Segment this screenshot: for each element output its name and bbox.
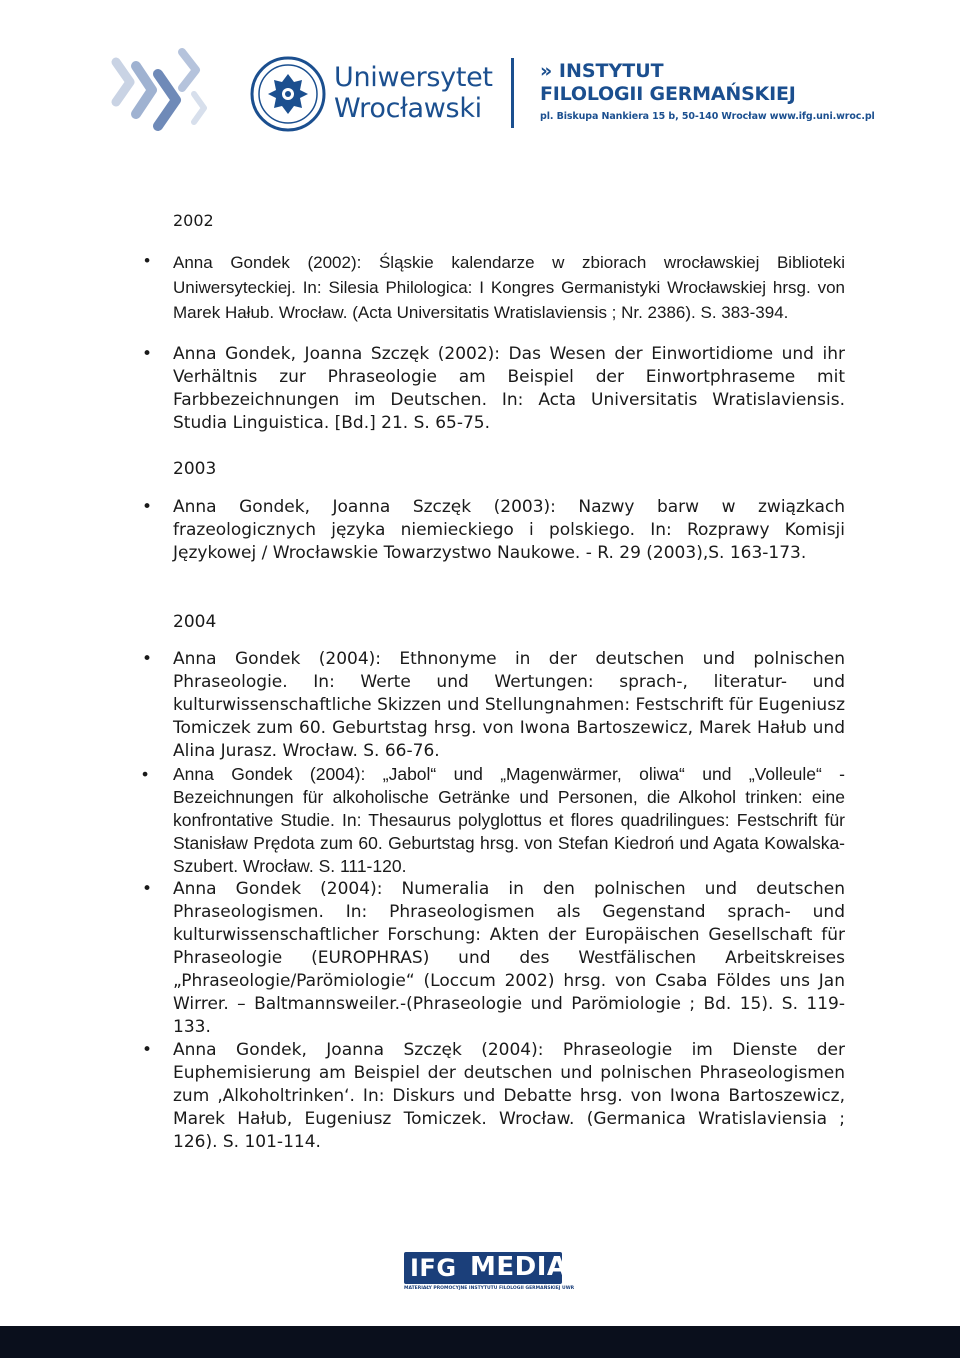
section-2003-list [142, 496, 845, 565]
bullet-icon: • [142, 253, 153, 272]
bibliography-entry: Anna Gondek (2004): Numeralia in den polnischen und deutschen Phraseologismen. In: Phraseologismen als Gegenstand sprach- und kulturwissenschaftlicher Forschung: Akten der Europäischen Gesellschaft für Phraseologie (EUROPHRAS) und des Westfälischen Arbeitskreises „Phraseologie/Parömiologie“ (Loccum 2002) hrsg. von Csaba Földes uns Jan Wirrer. – Baltmannsweiler.-(Phraseologie und Parömiologie ; Bd. 15). S. 119-133. [173, 879, 845, 1037]
university-name-line2: Wrocławski [334, 93, 482, 124]
institute-name-line1: » INSTYTUT [540, 60, 664, 82]
logo-media-text: MEDIA [470, 1252, 568, 1282]
list-item [142, 648, 845, 763]
university-name-line1: Uniwersytet [334, 62, 493, 93]
chevron-decoration-icon [104, 44, 214, 136]
ifg-media-box [404, 1252, 568, 1284]
list-item [142, 343, 845, 435]
bullet-icon: • [142, 879, 153, 899]
section-2004 [173, 611, 845, 634]
bullet-icon: • [142, 764, 149, 784]
section-2002-list-2 [142, 343, 845, 435]
bibliography-entry: Anna Gondek, Joanna Szczęk (2002): Das Wesen der Einwortidiome und ihr Verhältnis zur Phraseologie am Beispiel der Einwortphraseme mit Farbbezeichnungen im Deutschen. In: Acta Universitatis Wratislaviensis. Studia Linguistica. [Bd.] 21. S. 65-75. [173, 344, 845, 433]
page-bottom-bar [0, 1326, 960, 1358]
institute-address: pl. Biskupa Nankiera 15 b, 50-140 Wrocław www.ifg.uni.wroc.pl [540, 111, 875, 122]
header-divider [511, 58, 514, 128]
bullet-icon: • [142, 497, 153, 517]
section-2004-list [142, 648, 845, 1154]
bibliography-entry: Anna Gondek (2002): Śląskie kalendarze w zbiorach wrocławskiej Biblioteki Uniwersyteckiej. In: Silesia Philologica: I Kongres Germanistyki Wrocławskiej hrsg. von Marek Hałub. Wrocław. (Acta Universitatis Wratislaviensis ; Nr. 2386). S. 383-394. [173, 253, 845, 322]
list-item [142, 878, 845, 1039]
page-header [0, 0, 960, 160]
ifg-media-logo [404, 1252, 575, 1294]
year-heading: 2002 [173, 211, 214, 230]
institute-name-line2: FILOLOGII GERMAŃSKIEJ [540, 83, 796, 105]
bibliography-entry: Anna Gondek (2004): „Jabol“ und „Magenwärmer, oliwa“ und „Volleule“ - Bezeichnungen für alkoholische Getränke und Personen, die Alkohol trinken: eine konfrontative Studie. In: Thesaurus polyglottus et flores quadrilingues: Festschrift für Stanisław Prędota zum 60. Geburtstag hrsg. von Stefan Kiedroń und Agata Kowalska-Szubert. Wrocław. S. 111-120. [173, 764, 845, 876]
bibliography-entry: Anna Gondek, Joanna Szczęk (2003): Nazwy barw w związkach frazeologicznych języka niemieckiego i polskiego. In: Rozprawy Komisji Językowej / Wrocławskie Towarzystwo Naukowe. - R. 29 (2003),S. 163-173. [173, 497, 845, 563]
bullet-icon: • [142, 1040, 153, 1060]
section-2002-list-1 [142, 251, 845, 326]
section-2003 [173, 458, 845, 481]
list-item [142, 1039, 845, 1154]
logo-tagline: MATERIAŁY PROMOCYJNE INSTYTUTU FILOLOGII GERMAŃSKIEJ UWR [404, 1286, 575, 1291]
list-item [142, 251, 845, 326]
list-item [142, 763, 845, 878]
year-heading: 2003 [173, 459, 217, 479]
bullet-icon: • [142, 649, 153, 669]
bullet-icon: • [142, 344, 153, 364]
list-item [142, 496, 845, 565]
logo-ifg-text: IFG [410, 1254, 457, 1282]
year-heading: 2004 [173, 612, 217, 632]
section-2002 [173, 211, 845, 234]
bibliography-entry: Anna Gondek (2004): Ethnonyme in der deutschen und polnischen Phraseologie. In: Werte und Wertungen: sprach-, literatur- und kulturwissenschaftliche Skizzen und Stellungnahmen: Festschrift für Eugeniusz Tomiczek zum 60. Geburtstag hrsg. von Iwona Bartoszewicz, Marek Hałub und Alina Jurasz. Wrocław. S. 66-76. [173, 649, 845, 761]
bibliography-entry: Anna Gondek, Joanna Szczęk (2004): Phraseologie im Dienste der Euphemisierung am Beispiel der deutschen und polnischen Phraseologismen zum ‚Alkoholtrinken‘. In: Diskurs und Debatte hrsg. von Iwona Bartoszewicz, Marek Hałub, Eugeniusz Tomiczek. Wrocław. (Germanica Wratislaviensia ; 126). S. 101-114. [173, 1040, 845, 1152]
institute-logo [540, 60, 875, 126]
university-name [334, 62, 493, 124]
university-seal-icon [250, 56, 326, 132]
